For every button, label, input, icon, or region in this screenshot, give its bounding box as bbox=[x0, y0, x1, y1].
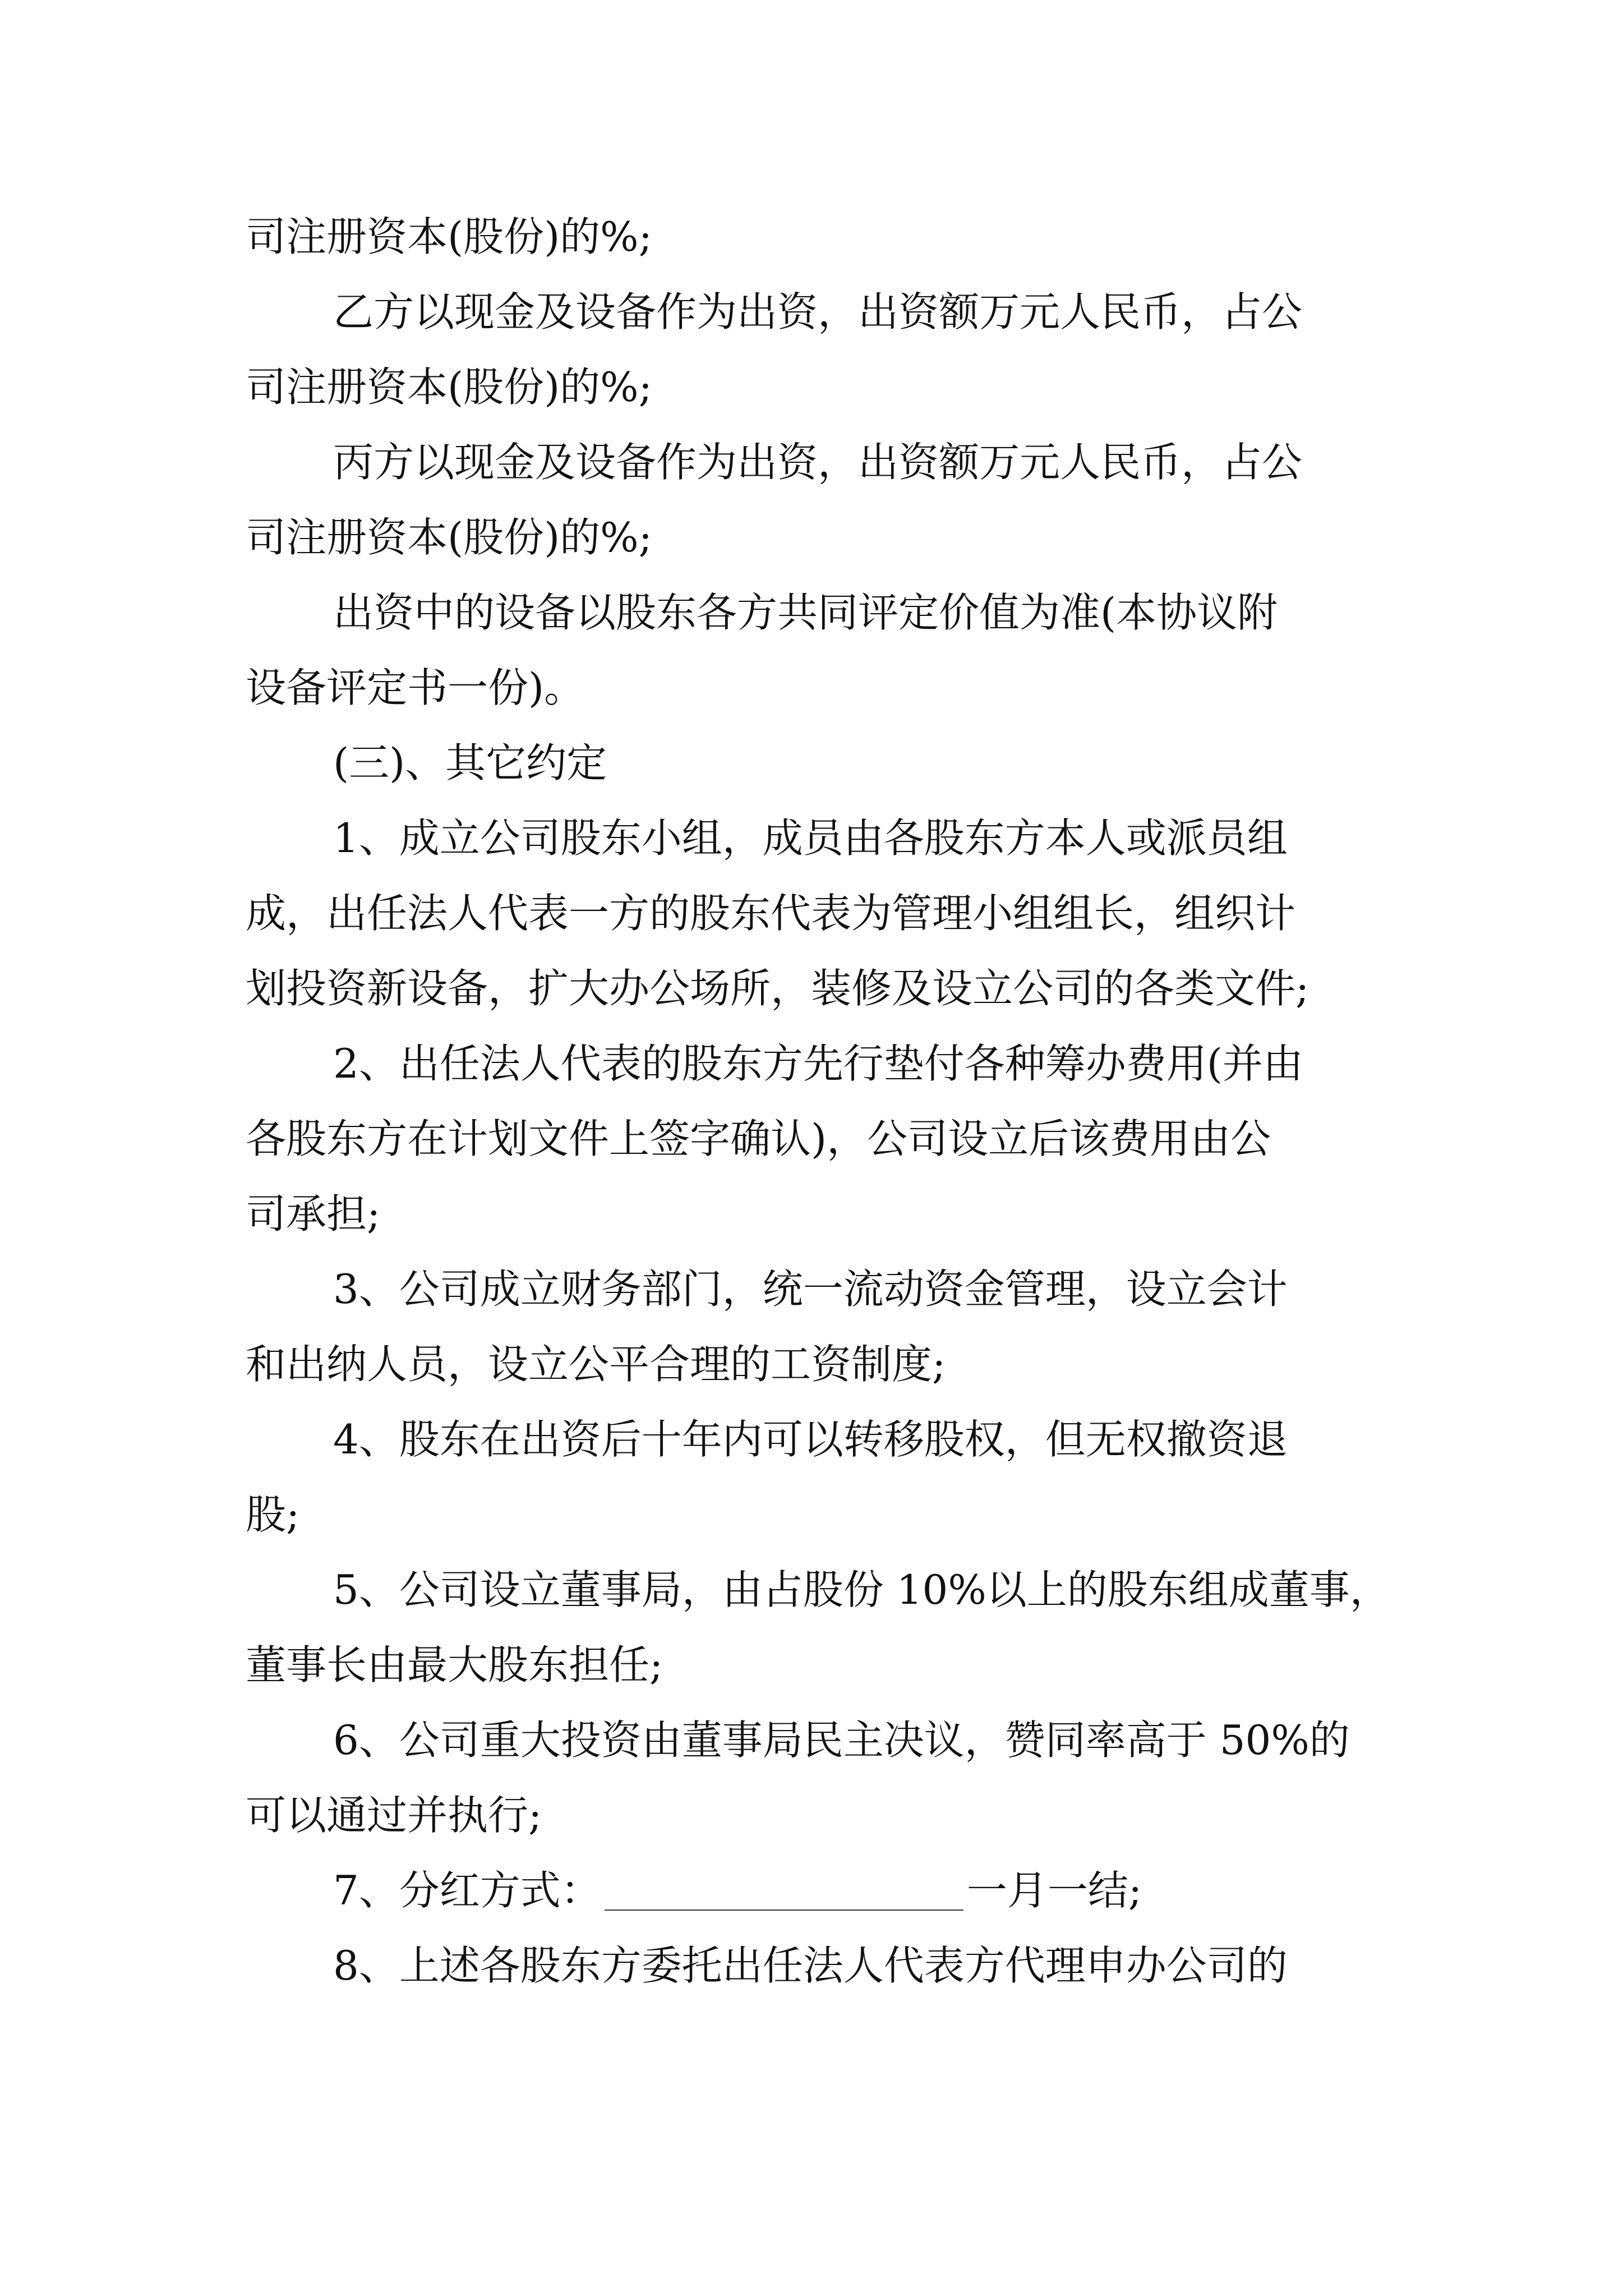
text-line: 设备评定书一份)。 bbox=[246, 664, 585, 711]
text-line: 可以通过并执行; bbox=[246, 1792, 542, 1839]
text-line: 董事长由最大股东担任; bbox=[246, 1641, 663, 1688]
text-line: 乙方以现金及设备作为出资，出资额万元人民币，占公 bbox=[333, 288, 1303, 335]
text-line: 划投资新设备，扩大办公场所，装修及设立公司的各类文件; bbox=[246, 965, 1310, 1012]
text-line: 丙方以现金及设备作为出资，出资额万元人民币，占公 bbox=[333, 439, 1303, 486]
text-line: 3、公司成立财务部门，统一流动资金管理，设立会计 bbox=[333, 1266, 1288, 1313]
text-line: 1、成立公司股东小组，成员由各股东方本人或派员组 bbox=[333, 815, 1288, 862]
text-line: 2、出任法人代表的股东方先行垫付各种筹办费用(并由 bbox=[333, 1040, 1303, 1087]
text-line: 司承担; bbox=[246, 1190, 381, 1237]
dividend-label: 7、分红方式： bbox=[333, 1867, 601, 1914]
dividend-line bbox=[333, 1864, 1373, 1917]
text-line: 司注册资本(股份)的%; bbox=[246, 213, 652, 260]
text-line: 4、股东在出资后十年内可以转移股权，但无权撤资退 bbox=[333, 1416, 1288, 1463]
dividend-blank-field[interactable] bbox=[605, 1876, 963, 1911]
text-line: 司注册资本(股份)的%; bbox=[246, 514, 652, 561]
dividend-suffix: 一月一结; bbox=[966, 1867, 1142, 1914]
text-line: 和出纳人员，设立公平合理的工资制度; bbox=[246, 1341, 946, 1388]
text-line: 各股东方在计划文件上签字确认)，公司设立后该费用由公 bbox=[246, 1115, 1271, 1162]
text-line: 6、公司重大投资由董事局民主决议，赞同率高于 50%的 bbox=[333, 1717, 1350, 1764]
text-line: 出资中的设备以股东各方共同评定价值为准(本协议附 bbox=[333, 589, 1278, 636]
text-line: 成，出任法人代表一方的股东代表为管理小组组长，组织计 bbox=[246, 890, 1296, 937]
text-line: 股; bbox=[246, 1491, 300, 1538]
text-line: 8、上述各股东方委托出任法人代表方代理申办公司的 bbox=[333, 1942, 1288, 1989]
text-line: 5、公司设立董事局，由占股份 10%以上的股东组成董事， bbox=[333, 1566, 1390, 1613]
section-heading: (三)、其它约定 bbox=[333, 739, 607, 786]
text-line: 司注册资本(股份)的%; bbox=[246, 364, 652, 411]
